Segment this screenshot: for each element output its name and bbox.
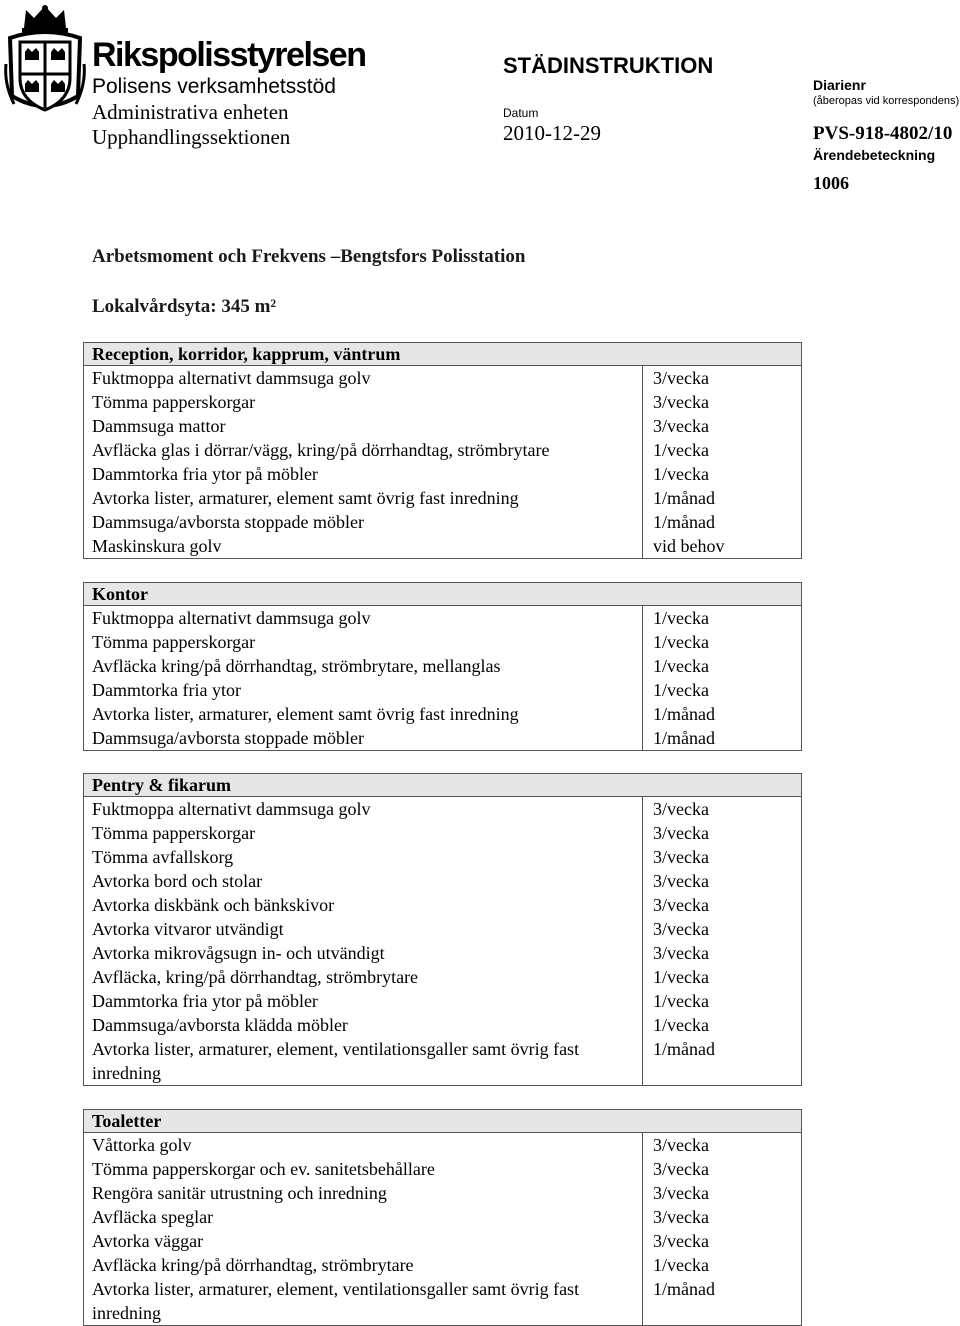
task-cell: Avfläcka speglar [84, 1205, 643, 1229]
table-row [84, 702, 801, 726]
task-cell: Avfläcka kring/på dörrhandtag, strömbrytare [84, 1253, 643, 1277]
org-name: Polisens verksamhetsstöd [92, 75, 336, 98]
task-cell: Tömma papperskorgar och ev. sanitetsbehållare [84, 1157, 643, 1181]
frequency-cell: 1/vecka [653, 1015, 709, 1035]
task-cell: Fuktmoppa alternativt dammsuga golv [84, 366, 643, 390]
frequency-cell: 3/vecka [653, 799, 709, 819]
frequency-cell: 3/vecka [653, 943, 709, 963]
task-cell: Dammtorka fria ytor på möbler [84, 462, 643, 486]
task-cell: Avtorka lister, armaturer, element, ventilationsgaller samt övrig fast inredning [84, 1277, 643, 1325]
frequency-cell: 3/vecka [653, 368, 709, 388]
frequency-cell: 3/vecka [653, 895, 709, 915]
frequency-cell: vid behov [653, 536, 725, 556]
diarienr-value: PVS-918-4802/10 [813, 123, 953, 144]
table-row [84, 1013, 801, 1037]
frequency-cell: 1/månad [653, 488, 715, 508]
diarienr-note: (åberopas vid korrespondens) [813, 95, 960, 107]
table-row [84, 1037, 801, 1085]
task-cell: Tömma papperskorgar [84, 630, 643, 654]
section-table-pentry [83, 773, 802, 1086]
task-cell: Dammtorka fria ytor [84, 678, 643, 702]
section-title: Toaletter [84, 1110, 801, 1133]
table-row [84, 366, 801, 390]
task-cell: Fuktmoppa alternativt dammsuga golv [84, 606, 643, 630]
task-cell: Dammsuga/avborsta klädda möbler [84, 1013, 643, 1037]
frequency-cell: 3/vecka [653, 871, 709, 891]
frequency-cell: 1/månad [653, 704, 715, 724]
frequency-cell: 1/vecka [653, 464, 709, 484]
frequency-cell: 1/vecka [653, 680, 709, 700]
frequency-cell: 3/vecka [653, 1183, 709, 1203]
task-cell: Avfläcka, kring/på dörrhandtag, strömbrytare [84, 965, 643, 989]
table-row [84, 606, 801, 630]
table-row [84, 438, 801, 462]
task-cell: Avtorka väggar [84, 1229, 643, 1253]
frequency-cell: 3/vecka [653, 1159, 709, 1179]
section-table-reception [83, 342, 802, 559]
date-label: Datum [503, 106, 539, 120]
crest-logo-icon [4, 4, 86, 120]
frequency-cell: 1/månad [653, 1039, 715, 1059]
frequency-cell: 1/vecka [653, 440, 709, 460]
task-cell: Avtorka lister, armaturer, element samt övrig fast inredning [84, 486, 643, 510]
date-value: 2010-12-29 [503, 121, 601, 145]
table-row [84, 893, 801, 917]
task-cell: Dammsuga/avborsta stoppade möbler [84, 726, 643, 750]
table-row [84, 1157, 801, 1181]
task-cell: Dammtorka fria ytor på möbler [84, 989, 643, 1013]
table-row [84, 1181, 801, 1205]
frequency-cell: 3/vecka [653, 823, 709, 843]
frequency-cell: 1/vecka [653, 991, 709, 1011]
table-row [84, 869, 801, 893]
table-row [84, 797, 801, 821]
frequency-cell: 1/vecka [653, 967, 709, 987]
task-cell: Avtorka lister, armaturer, element, ventilationsgaller samt övrig fast inredning [84, 1037, 643, 1085]
section-title: Reception, korridor, kapprum, väntrum [84, 343, 801, 366]
task-cell: Dammsuga/avborsta stoppade möbler [84, 510, 643, 534]
frequency-cell: 3/vecka [653, 392, 709, 412]
document-type: STÄDINSTRUKTION [503, 53, 714, 78]
table-row [84, 965, 801, 989]
table-row [84, 414, 801, 438]
frequency-cell: 3/vecka [653, 416, 709, 436]
task-cell: Rengöra sanitär utrustning och inredning [84, 1181, 643, 1205]
task-cell: Tömma papperskorgar [84, 390, 643, 414]
table-row [84, 941, 801, 965]
table-row [84, 821, 801, 845]
arende-label: Ärendebeteckning [813, 147, 936, 163]
unit-line-1: Administrativa enheten [92, 100, 289, 124]
table-row [84, 654, 801, 678]
table-row [84, 630, 801, 654]
area-heading: Lokalvårdsyta: 345 m² [92, 296, 277, 317]
frequency-cell: 1/månad [653, 1279, 715, 1299]
task-cell: Tömma avfallskorg [84, 845, 643, 869]
table-row [84, 845, 801, 869]
brand-name: Rikspolisstyrelsen [92, 36, 366, 74]
task-cell: Avtorka bord och stolar [84, 869, 643, 893]
frequency-cell: 1/vecka [653, 608, 709, 628]
table-row [84, 1133, 801, 1157]
task-cell: Dammsuga mattor [84, 414, 643, 438]
table-row [84, 462, 801, 486]
table-row [84, 989, 801, 1013]
table-row [84, 917, 801, 941]
table-row [84, 678, 801, 702]
section-title: Pentry & fikarum [84, 774, 801, 797]
task-cell: Tömma papperskorgar [84, 821, 643, 845]
table-row [84, 726, 801, 750]
section-table-kontor [83, 582, 802, 751]
table-row [84, 1277, 801, 1325]
page-title: Arbetsmoment och Frekvens –Bengtsfors Polisstation [92, 246, 526, 267]
arende-value: 1006 [813, 173, 849, 193]
table-row [84, 1229, 801, 1253]
task-cell: Maskinskura golv [84, 534, 643, 558]
section-title: Kontor [84, 583, 801, 606]
task-cell: Avtorka mikrovågsugn in- och utvändigt [84, 941, 643, 965]
table-row [84, 486, 801, 510]
task-cell: Avtorka vitvaror utvändigt [84, 917, 643, 941]
frequency-cell: 3/vecka [653, 1135, 709, 1155]
task-cell: Avtorka diskbänk och bänkskivor [84, 893, 643, 917]
frequency-cell: 1/månad [653, 728, 715, 748]
frequency-cell: 1/vecka [653, 656, 709, 676]
frequency-cell: 3/vecka [653, 847, 709, 867]
table-row [84, 510, 801, 534]
table-row [84, 1253, 801, 1277]
table-row [84, 534, 801, 558]
frequency-cell: 1/vecka [653, 632, 709, 652]
diarienr-label: Diarienr [813, 77, 866, 93]
task-cell: Avfläcka kring/på dörrhandtag, strömbrytare, mellanglas [84, 654, 643, 678]
frequency-cell: 3/vecka [653, 919, 709, 939]
task-cell: Avfläcka glas i dörrar/vägg, kring/på dörrhandtag, strömbrytare [84, 438, 643, 462]
task-cell: Avtorka lister, armaturer, element samt övrig fast inredning [84, 702, 643, 726]
task-cell: Fuktmoppa alternativt dammsuga golv [84, 797, 643, 821]
frequency-cell: 3/vecka [653, 1207, 709, 1227]
section-table-toaletter [83, 1109, 802, 1326]
frequency-cell: 3/vecka [653, 1231, 709, 1251]
table-row [84, 390, 801, 414]
unit-line-2: Upphandlingssektionen [92, 125, 291, 149]
task-cell: Våttorka golv [84, 1133, 643, 1157]
frequency-cell: 1/vecka [653, 1255, 709, 1275]
table-row [84, 1205, 801, 1229]
frequency-cell: 1/månad [653, 512, 715, 532]
